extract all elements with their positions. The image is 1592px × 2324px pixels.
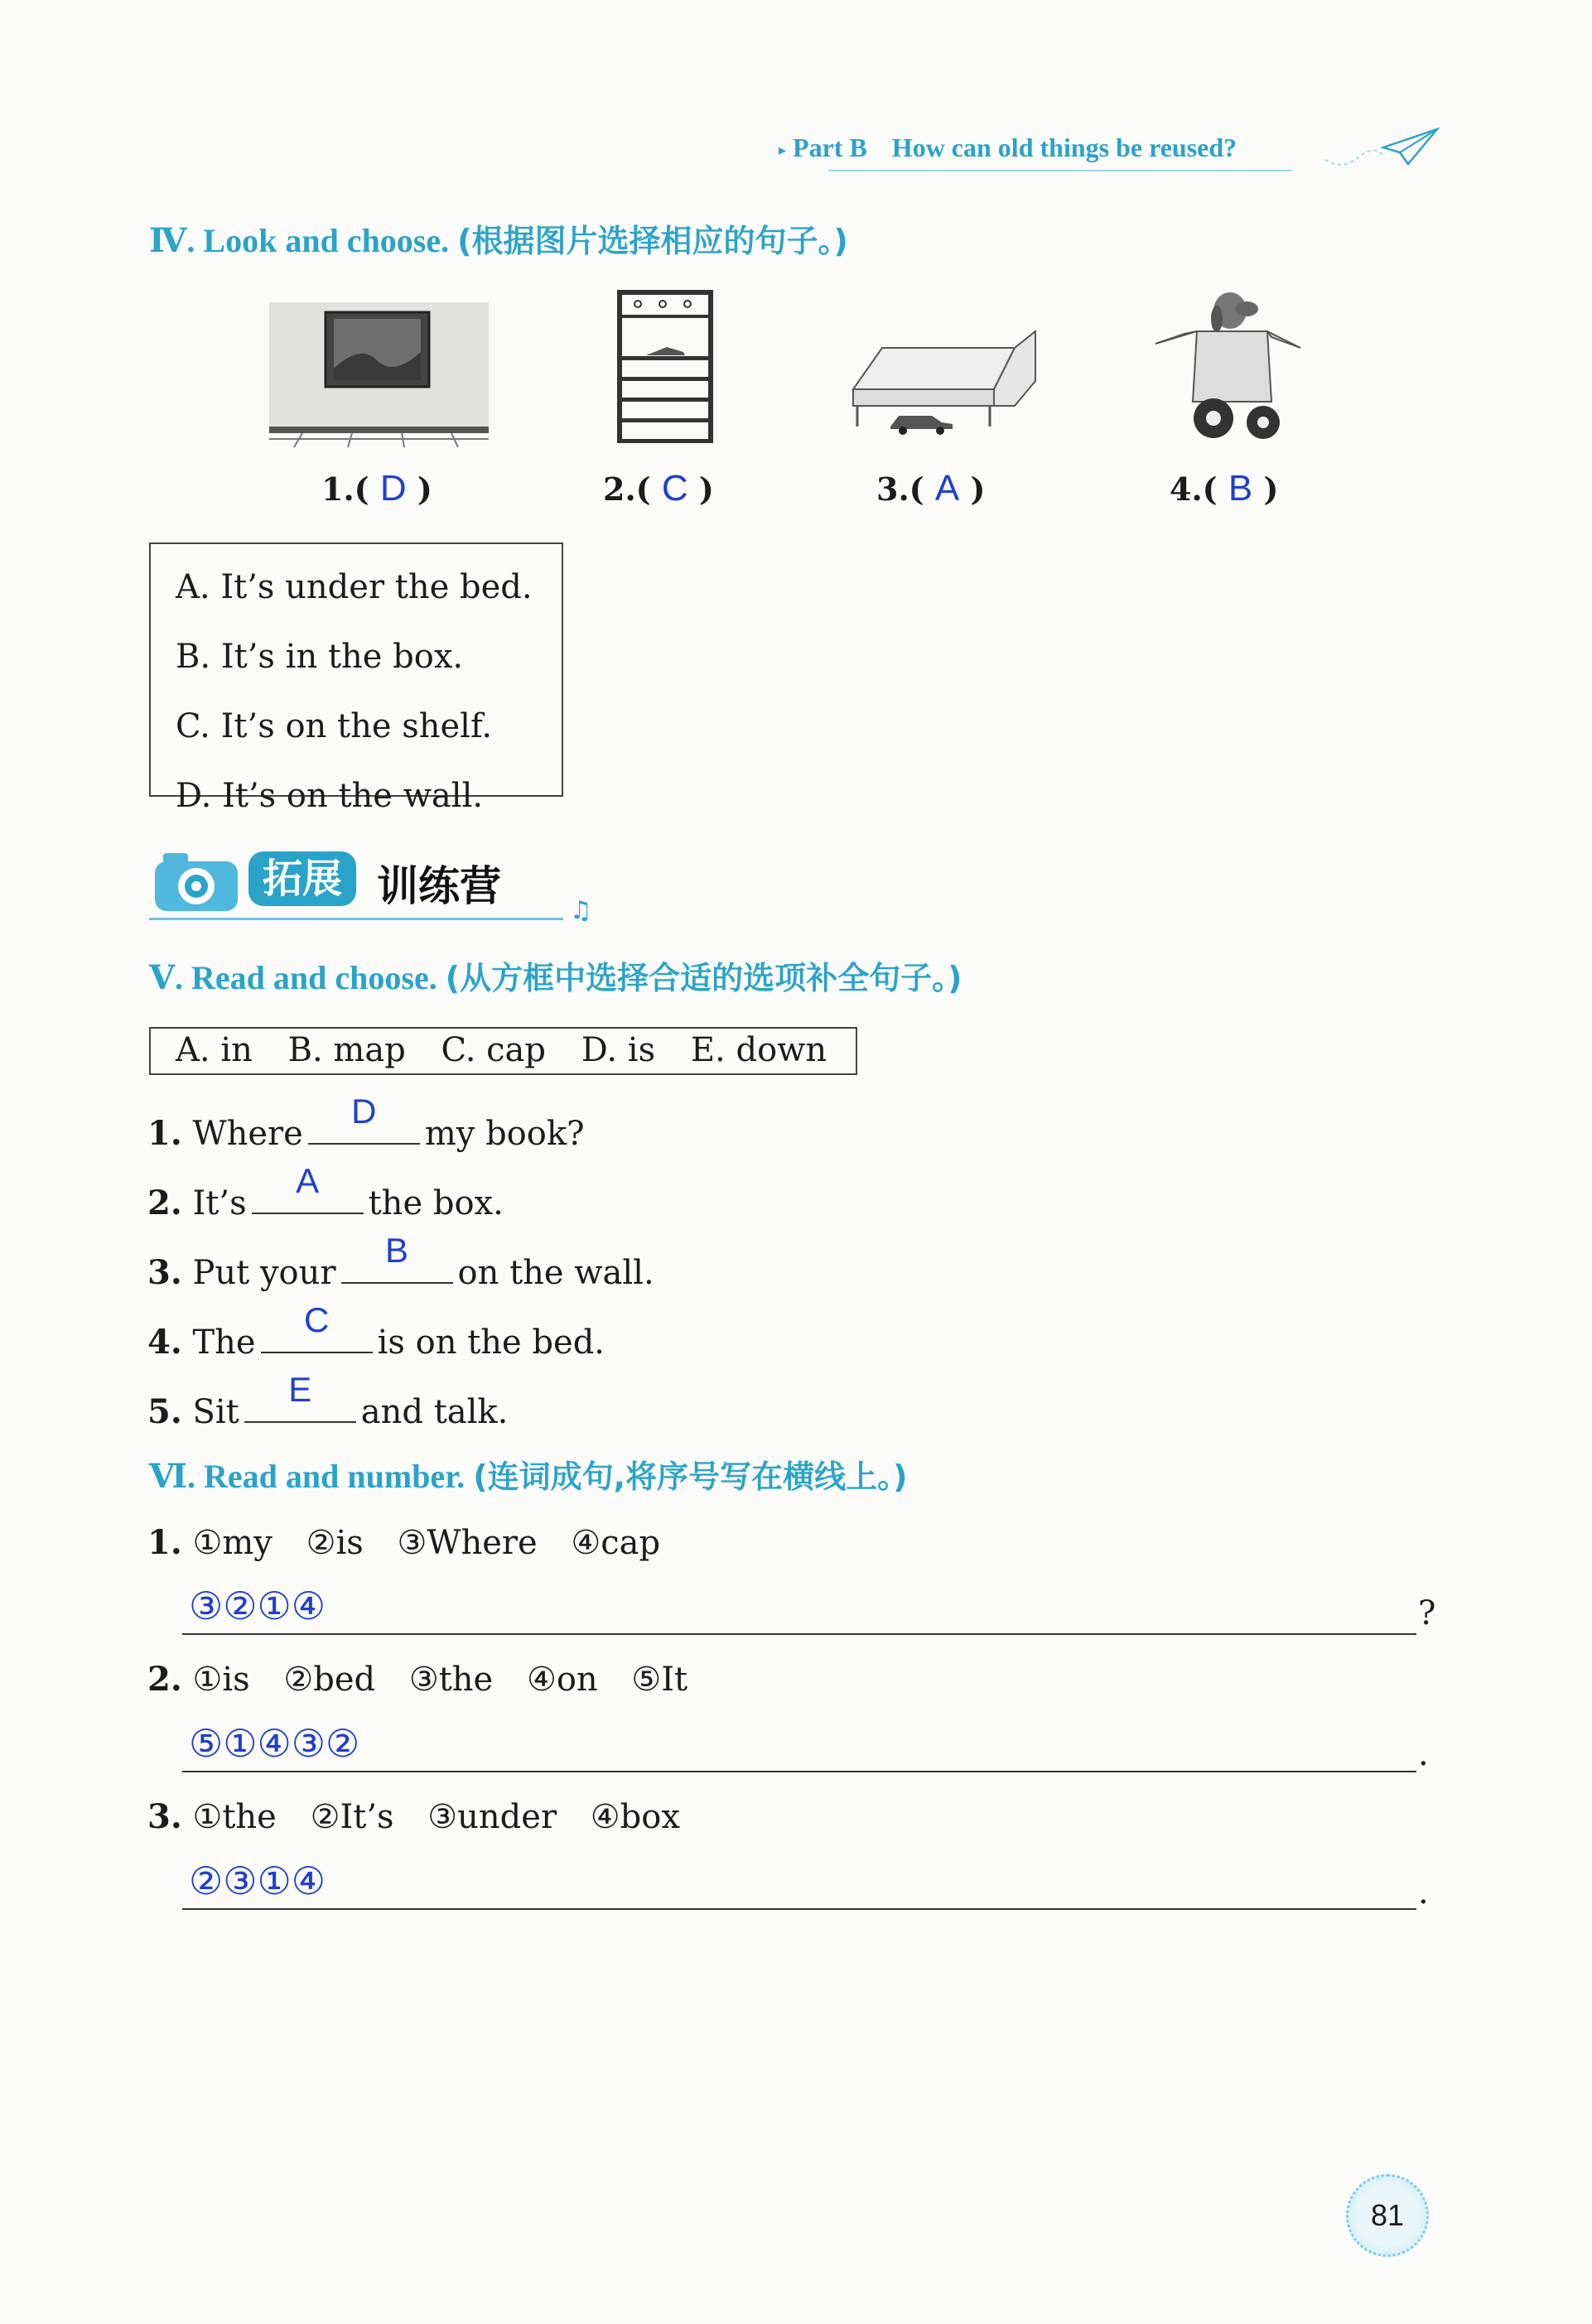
- blank-5[interactable]: E: [244, 1385, 356, 1423]
- blank-4[interactable]: C: [261, 1315, 373, 1353]
- answer-line-1[interactable]: [182, 1633, 1416, 1635]
- word-e: E. down: [690, 1031, 827, 1069]
- page-header: [779, 133, 1237, 163]
- answer-line-2[interactable]: [182, 1771, 1416, 1772]
- order-item-1: 1. ①my ②is ③Where ④cap: [147, 1523, 661, 1562]
- section-6-title-cn: (连词成句,将序号写在横线上。): [473, 1459, 908, 1495]
- answer-4: B: [1228, 468, 1253, 509]
- picture-question-2: 2.( C ): [603, 468, 714, 509]
- section-6-title: [149, 1451, 907, 1497]
- section-5-title: [149, 952, 962, 998]
- answer-3: A: [934, 468, 960, 509]
- option-b: B. It’s in the box.: [176, 638, 464, 676]
- fill-item-2: 2. It’s A the box.: [147, 1161, 504, 1222]
- word-a: A. in: [176, 1031, 253, 1069]
- section-6-title-en: Ⅵ. Read and number.: [149, 1458, 466, 1495]
- picture-question-4: 4.( B ): [1170, 468, 1279, 509]
- order-item-2: 2. ①is ②bed ③the ④on ⑤It: [147, 1660, 688, 1699]
- order-answer-3: ②③①④: [189, 1859, 326, 1903]
- banner-underline: [149, 918, 563, 920]
- answer-line-3[interactable]: [182, 1908, 1416, 1910]
- section-5-title-en: Ⅴ. Read and choose.: [149, 959, 437, 996]
- order-answer-1: ③②①④: [189, 1584, 326, 1628]
- fill-item-1: 1. Where D my book?: [147, 1092, 585, 1153]
- picture-question-1: 1.( D ): [321, 468, 432, 509]
- header-title: How can old things be reused?: [891, 133, 1237, 162]
- fill-item-3: 3. Put your B on the wall.: [147, 1231, 654, 1292]
- header-underline: [828, 170, 1292, 171]
- end-mark-2: .: [1418, 1735, 1429, 1773]
- options-box: [149, 542, 563, 815]
- end-mark-1: ?: [1418, 1594, 1436, 1632]
- option-d: D. It’s on the wall.: [176, 777, 484, 815]
- answer-2: C: [661, 468, 688, 509]
- word-bank-box: [149, 1027, 857, 1075]
- end-mark-3: .: [1418, 1873, 1429, 1912]
- section-5-title-cn: (从方框中选择合适的选项补全句子。): [445, 960, 962, 996]
- camera-icon: [151, 849, 242, 915]
- fill-item-5: 5. Sit E and talk.: [147, 1370, 509, 1431]
- blank-3[interactable]: B: [341, 1246, 453, 1284]
- section-4-title: [149, 215, 848, 261]
- section-4-title-cn: (根据图片选择相应的句子。): [457, 223, 848, 259]
- header-arrow-icon: ▸: [779, 142, 787, 159]
- order-answer-2: ⑤①④③②: [189, 1721, 360, 1766]
- order-item-3: 3. ①the ②It’s ③under ④box: [147, 1797, 680, 1836]
- blank-1[interactable]: D: [308, 1107, 420, 1145]
- paper-plane-icon: [1317, 123, 1441, 172]
- header-part: Part B: [793, 133, 867, 162]
- banner-badge: 拓展: [248, 851, 356, 906]
- word-c: C. cap: [441, 1031, 546, 1069]
- dog-in-box-icon: [1147, 286, 1313, 443]
- music-note-icon: ♫: [570, 896, 592, 925]
- option-a: A. It’s under the bed.: [176, 568, 533, 606]
- word-d: D. is: [581, 1031, 656, 1069]
- option-c: C. It’s on the shelf.: [176, 707, 493, 745]
- word-b: B. map: [287, 1031, 406, 1069]
- bed-toy-car-icon: [849, 323, 1040, 480]
- picture-question-3: 3.( A ): [876, 468, 986, 509]
- fill-item-4: 4. The C is on the bed.: [147, 1300, 605, 1362]
- page-number: 81: [1346, 2174, 1429, 2257]
- blank-2[interactable]: A: [252, 1176, 364, 1214]
- section-4-title-en: Ⅳ. Look and choose.: [149, 222, 450, 259]
- banner-title: 训练营: [377, 862, 501, 910]
- wall-painting-icon: [269, 294, 489, 451]
- answer-1: D: [379, 468, 407, 509]
- shoe-shelf-icon: [609, 286, 725, 443]
